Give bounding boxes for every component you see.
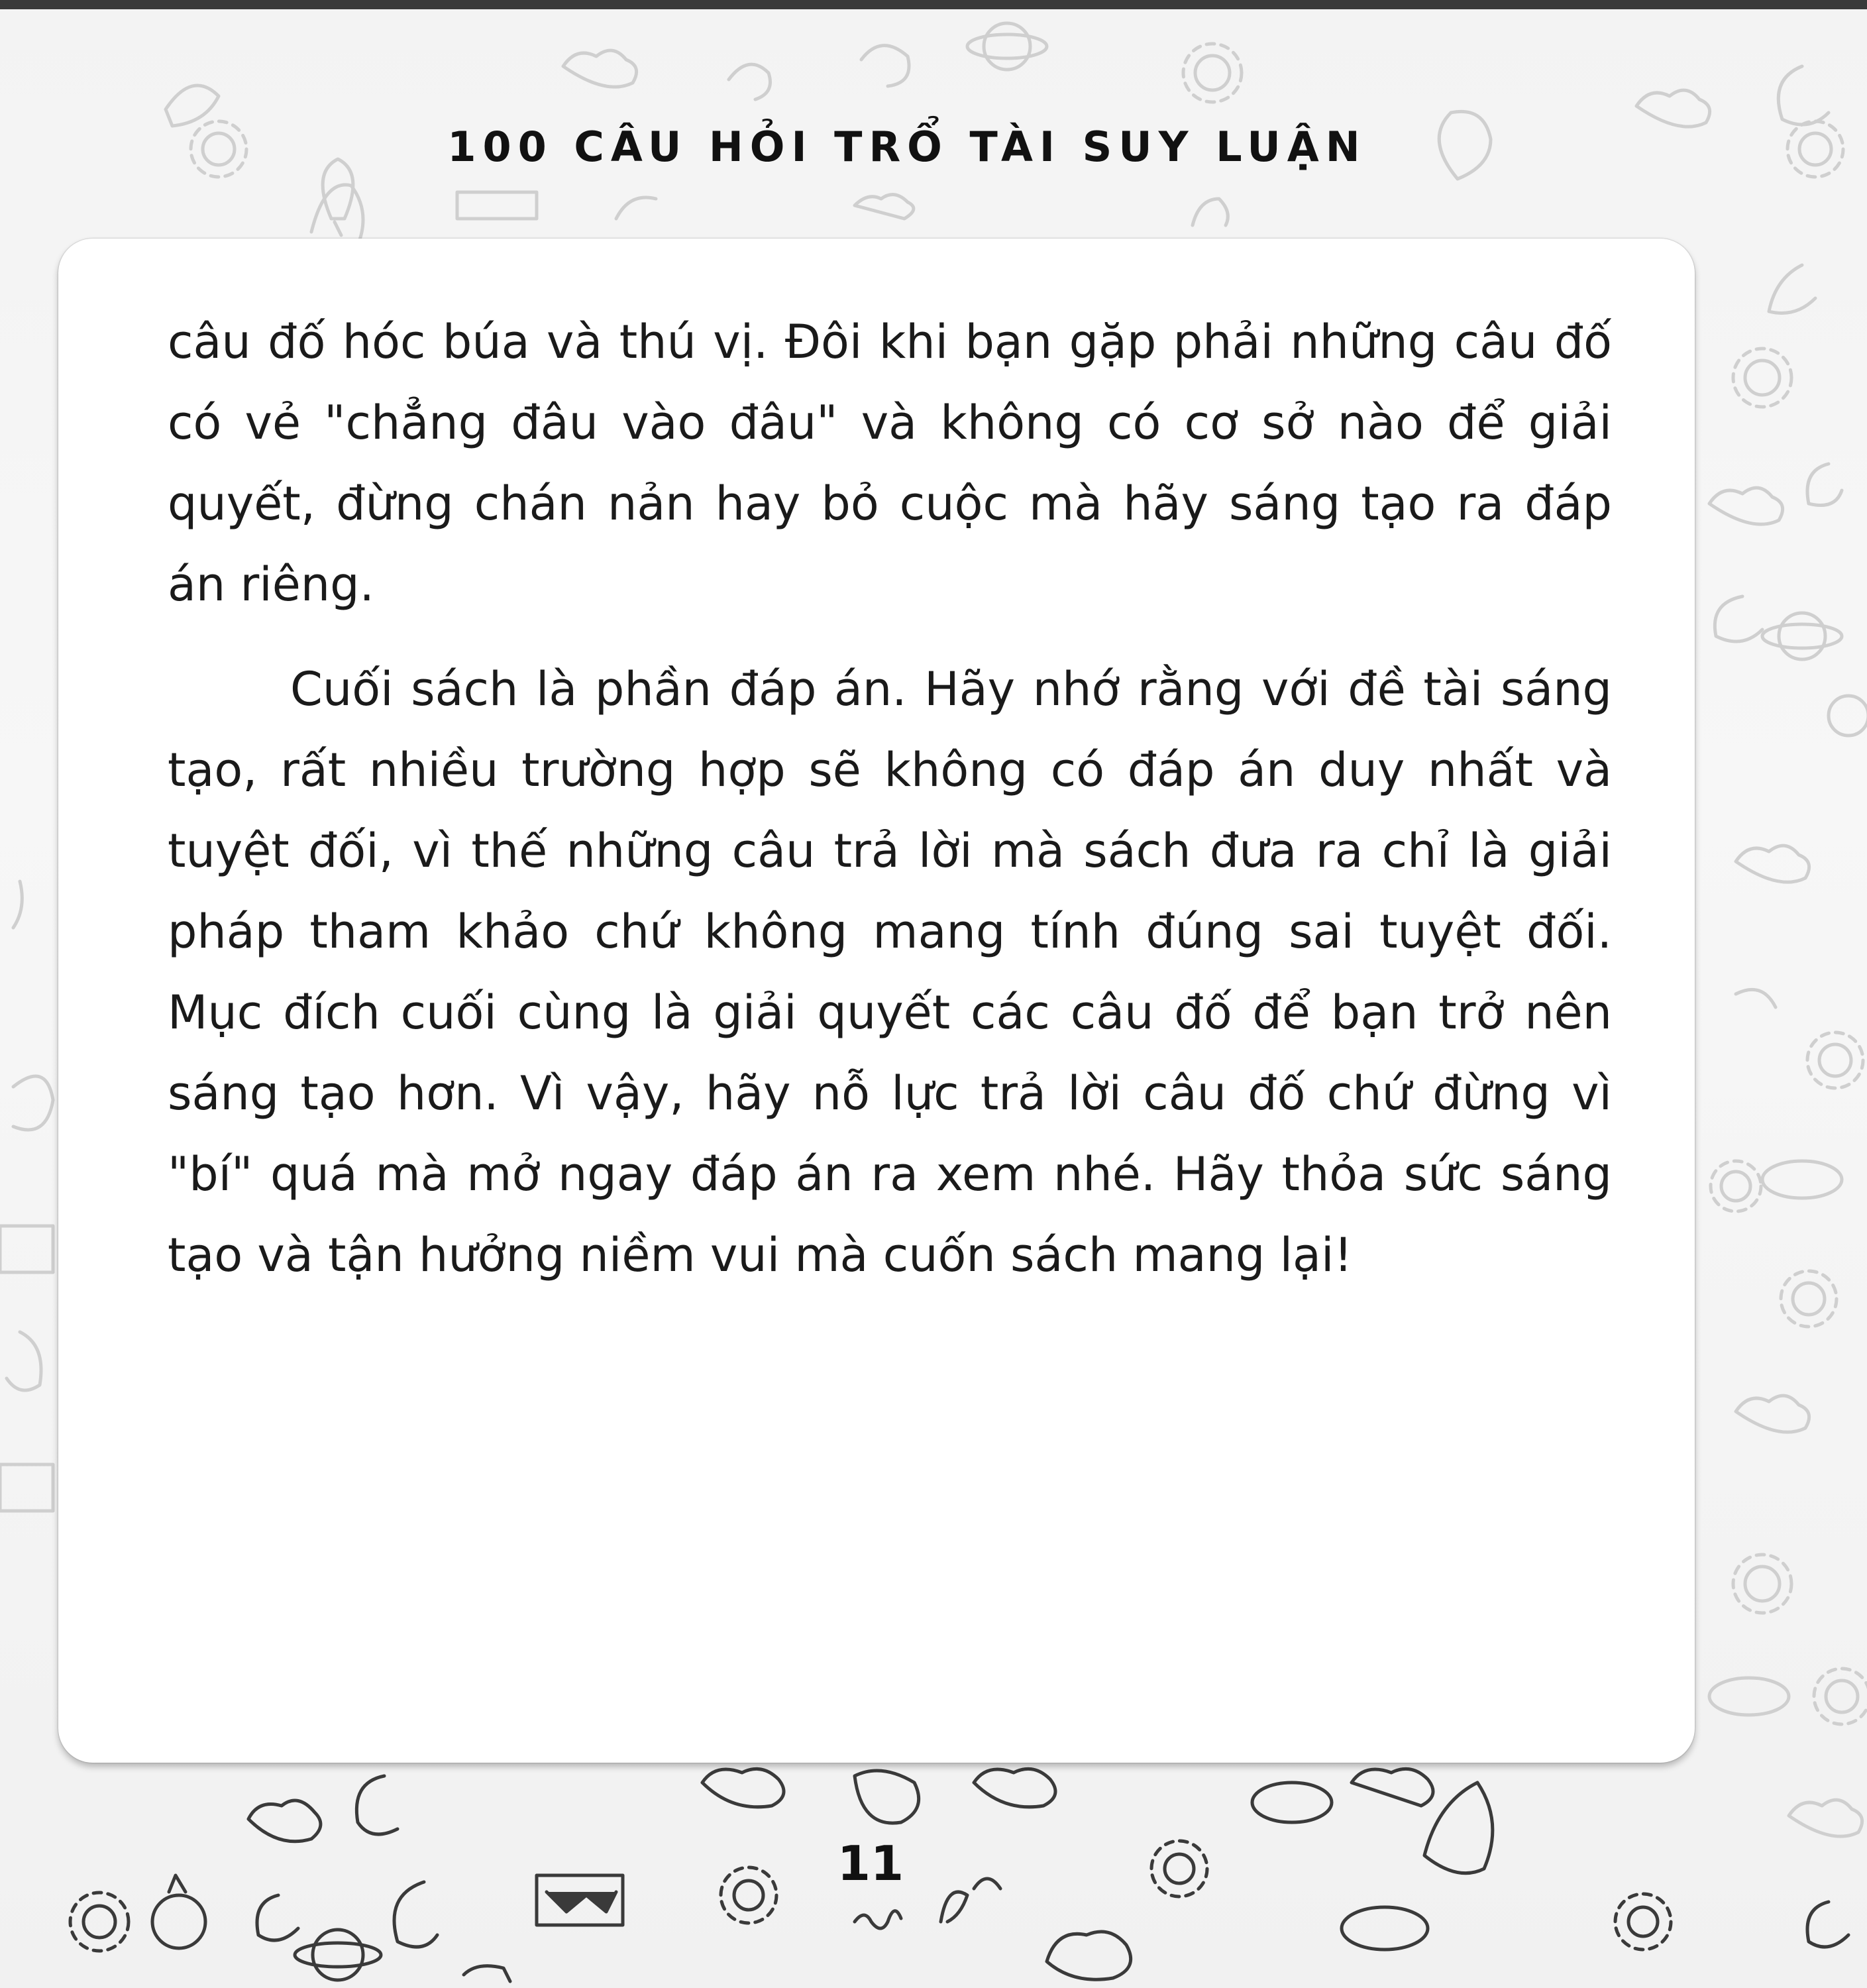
battery-icon <box>0 1226 53 1272</box>
spiral-icon <box>1715 596 1762 641</box>
paragraph-1: câu đố hóc búa và thú vị. Đôi khi bạn gặp phải những câu đố có vẻ "chẳng đâu vào đâu" và không có cơ sở nào để giải quyết, đừng chán nản hay bỏ cuộc mà hãy sáng tạo ra đáp án riêng. <box>168 315 1612 612</box>
planet-icon <box>295 1930 381 1980</box>
spiral-icon <box>394 1882 437 1947</box>
lightbulb-icon <box>1736 989 1776 1007</box>
question-mark-icon <box>729 64 771 99</box>
book-title: 100 CÂU HỎI TRỔ TÀI SUY LUẬN <box>447 123 1367 171</box>
cloud-icon <box>855 195 914 219</box>
card-text-body <box>168 302 1612 1296</box>
spiral-icon <box>1807 1902 1848 1947</box>
planet-icon <box>1709 1678 1789 1715</box>
gear-icon <box>1711 1161 1761 1211</box>
spiral-icon <box>1807 464 1842 506</box>
lightbulb-icon <box>7 1332 41 1390</box>
cloud-icon <box>1789 1800 1862 1836</box>
rocket-icon <box>1769 265 1815 313</box>
gear-icon <box>1183 44 1242 102</box>
planet-icon <box>1342 1907 1428 1950</box>
cloud-icon <box>1709 488 1783 524</box>
rocket-icon <box>616 197 656 219</box>
gear-icon <box>1814 1669 1867 1724</box>
rocket-icon <box>166 85 219 126</box>
spiral-icon <box>356 1776 398 1834</box>
planet-icon <box>1762 1161 1842 1198</box>
gear-icon <box>1781 1271 1837 1327</box>
page-number-text: 11 <box>837 1836 904 1891</box>
cloud-icon <box>563 50 637 87</box>
planet-icon <box>1829 696 1867 736</box>
gear-icon <box>70 1893 129 1951</box>
rocket-icon <box>855 1771 919 1823</box>
planet-icon <box>1762 613 1842 659</box>
lightbulb-icon <box>13 1076 53 1130</box>
cloud-icon <box>1736 1396 1809 1432</box>
gear-icon <box>1615 1894 1671 1950</box>
spiral-icon <box>257 1895 298 1940</box>
cloud-icon <box>1047 1932 1131 1979</box>
cloud-icon <box>974 1769 1055 1806</box>
planet-icon <box>967 23 1047 70</box>
squiggle-icon <box>855 1911 901 1928</box>
lightbulb-icon <box>1193 199 1228 225</box>
cloud-icon <box>1636 90 1710 127</box>
cloud-icon <box>1352 1769 1433 1806</box>
lightbulb-icon <box>311 185 363 245</box>
gear-icon <box>1733 1555 1791 1613</box>
cloud-icon <box>1736 846 1809 882</box>
battery-icon <box>457 192 537 219</box>
rocket-icon <box>464 1966 510 1981</box>
paragraph-2: Cuối sách là phần đáp án. Hãy nhớ rằng với đề tài sáng tạo, rất nhiều trường hợp sẽ không có đáp án duy nhất và tuyệt đối, vì thế những câu trả lời mà sách đưa ra chỉ là giải pháp tham khảo chứ không mang tính đúng sai tuyệt đối. Mục đích cuối cùng là giải quyết các câu đố để bạn trở nên sáng tạo hơn. Vì vậy, hãy nỗ lực trả lời câu đố chứ đừng vì "bí" quá mà mở ngay đáp án ra xem nhé. Hãy thỏa sức sáng tạo và tận hưởng niềm vui mà cuốn sách mang lại! <box>168 662 1612 1282</box>
cloud-icon <box>702 1769 784 1806</box>
battery-icon <box>0 1464 53 1511</box>
spiral-icon <box>861 46 909 86</box>
rocket-icon <box>13 881 22 928</box>
spiral-icon <box>1778 66 1829 125</box>
planet-icon <box>1252 1783 1332 1822</box>
gear-icon <box>1807 1032 1863 1088</box>
gear-icon <box>1733 349 1791 407</box>
book-title-header <box>0 123 1867 171</box>
page-number <box>0 1836 1867 1891</box>
content-card <box>58 239 1695 1763</box>
